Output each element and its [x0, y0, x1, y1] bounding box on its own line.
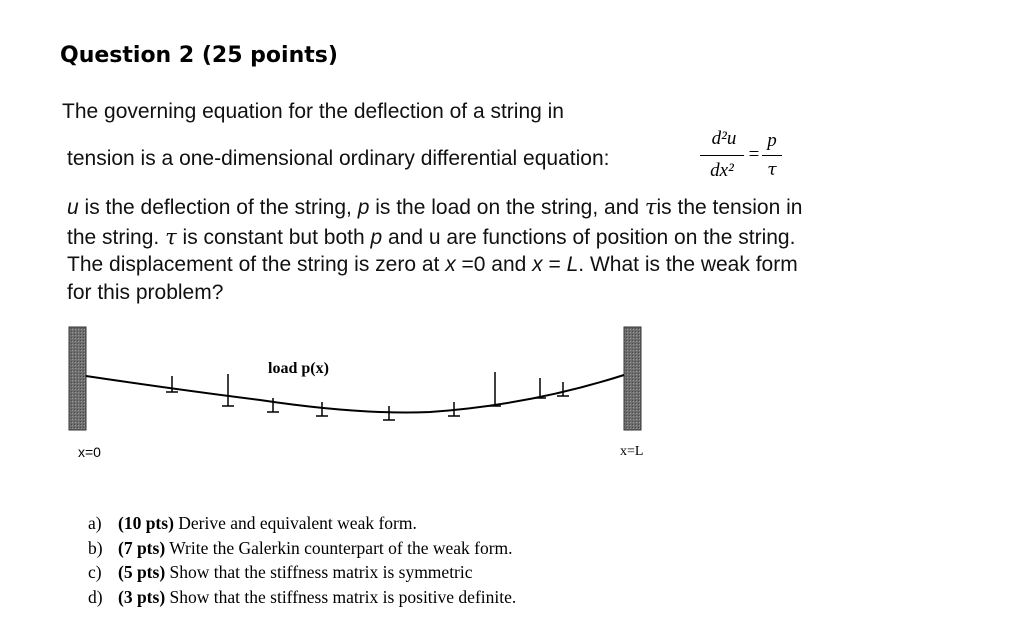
equation-denominator-left: dx² — [710, 160, 734, 181]
var-L: L — [566, 253, 579, 276]
question-title: Question 2 (25 points) — [60, 43, 338, 68]
text-seg: and u are functions of position on the string. — [382, 226, 796, 249]
part-points: (7 pts) — [118, 537, 166, 558]
part-points: (10 pts) — [118, 513, 174, 533]
intro-line-6: for this problem? — [67, 281, 224, 304]
var-p: p — [357, 196, 370, 219]
fraction-bar-left — [700, 155, 744, 156]
equation-denominator-right: τ — [767, 160, 777, 180]
right-support-wall — [624, 327, 641, 430]
intro-line-3 — [67, 195, 802, 220]
intro-line-4 — [67, 225, 795, 250]
text-seg: The displacement of the string is zero at — [67, 253, 446, 276]
text-seg: is constant but both — [176, 226, 371, 249]
equation-numerator-right: p — [767, 130, 777, 151]
part-text: Show that the stiffness matrix is symmetric — [165, 562, 473, 582]
part-letter: d) — [88, 586, 103, 607]
intro-line-2: tension is a one-dimensional ordinary differential equation: — [67, 147, 610, 170]
list-item — [88, 585, 516, 610]
part-text: Write the Galerkin counterpart of the weak form. — [165, 537, 513, 558]
var-tau: τ — [644, 195, 657, 219]
part-letter: b) — [88, 537, 103, 558]
var-p: p — [370, 226, 383, 249]
intro-line-5 — [67, 253, 798, 277]
right-position-label: x=L — [620, 444, 644, 459]
text-seg: = — [542, 253, 567, 276]
part-text: Derive and equivalent weak form. — [173, 513, 417, 533]
var-u: u — [67, 196, 79, 219]
fraction-bar-right — [762, 155, 782, 156]
text-seg: the string. — [67, 226, 166, 249]
string-figure — [60, 320, 660, 480]
list-item — [88, 536, 516, 561]
list-item — [88, 511, 516, 536]
text-seg: =0 and — [455, 253, 533, 276]
parts-list — [88, 511, 516, 609]
text-seg: . What is the weak form — [578, 253, 798, 276]
text-seg: is the load on the string, and — [369, 196, 645, 219]
text-seg: is the tension in — [656, 196, 803, 219]
load-label: load p(x) — [268, 360, 329, 377]
var-x: x — [532, 253, 543, 276]
equation-numerator-left: d²u — [711, 128, 737, 149]
deflected-string — [86, 375, 624, 413]
part-letter: c) — [88, 562, 102, 582]
var-tau: τ — [165, 225, 177, 249]
intro-line-1: The governing equation for the deflection of a string in — [62, 100, 564, 123]
part-letter: a) — [88, 513, 102, 533]
left-position-label: x=0 — [78, 444, 101, 460]
var-x: x — [445, 253, 456, 276]
equation-equals: = — [748, 144, 760, 165]
part-text: Show that the stiffness matrix is positive definite. — [165, 586, 517, 607]
part-points: (3 pts) — [118, 586, 166, 607]
list-item — [88, 560, 516, 585]
part-points: (5 pts) — [118, 562, 166, 582]
text-seg: is the deflection of the string, — [78, 196, 358, 219]
left-support-wall — [69, 327, 86, 430]
string-diagram — [60, 320, 660, 480]
